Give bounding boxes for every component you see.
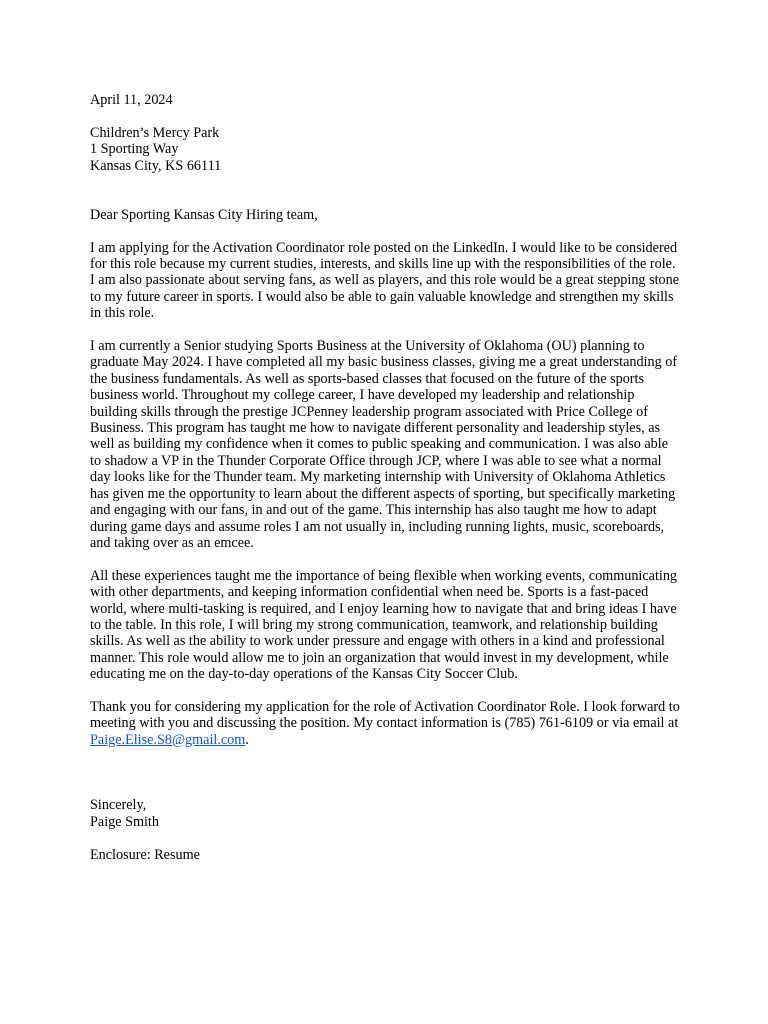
enclosure-note: Enclosure: Resume <box>90 846 200 863</box>
email-link[interactable]: Paige.Elise.S8@gmail.com <box>90 731 246 748</box>
closing-text: Thank you for considering my application for the role of Activation Coordinator Role. I look forward to meeting with you and discussing the position. My contact information is (785) 761-6109 or via email at <box>90 698 680 732</box>
signature-name: Paige Smith <box>90 813 159 830</box>
salutation: Dear Sporting Kansas City Hiring team, <box>90 206 318 223</box>
recipient-city: Kansas City, KS 66111 <box>90 157 222 174</box>
letter-page <box>90 92 680 863</box>
recipient-address <box>90 125 680 174</box>
recipient-name: Children’s Mercy Park <box>90 124 220 141</box>
recipient-street: 1 Sporting Way <box>90 141 179 158</box>
body-paragraph-1: I am applying for the Activation Coordinator role posted on the LinkedIn. I would like to be considered for this role because my current studies, interests, and skills line up with the responsibilities of the role. I am also passionate about serving fans, as well as players, and this role would be a great stepping stone to my future career in sports. I would also be able to gain valuable knowledge and strengthen my skills in this role. <box>90 239 680 322</box>
body-paragraph-3: All these experiences taught me the importance of being flexible when working events, communicating with other departments, and keeping information confidential when need be. Sports is a fast-paced world, where multi-tasking is required, and I enjoy learning how to navigate that and bring ideas I have to the table. In this role, I will bring my strong communication, teamwork, and relationship building skills. As well as the ability to work under pressure and engage with others in a kind and professional manner. This role would allow me to join an organization that would invest in my development, while educating me on the day-to-day operations of the Kansas City Soccer Club. <box>90 567 678 683</box>
body-paragraph-2: I am currently a Senior studying Sports Business at the University of Oklahoma (OU) planning to graduate May 2024. I have completed all my basic business classes, giving me a great understanding of the business fundamentals. As well as sports-based classes that focused on the future of the sports business world. Throughout my college career, I have developed my leadership and relationship building skills through the prestige JCPenney leadership program associated with Price College of Business. This program has taught me how to navigate different personality and leadership styles, as well as building my confidence when it comes to public speaking and communication. I was also able to shadow a VP in the Thunder Corporate Office through JCP, where I was able to see what a normal day looks like for the Thunder team. My marketing internship with University of Oklahoma Athletics has given me the opportunity to learn about the different aspects of sporting, but specifically marketing and engaging with our fans, in and out of the game. This internship has also taught me how to adapt during game days and assume roles I am not usually in, including running lights, music, scoreboards, and taking over as an emcee. <box>90 338 678 551</box>
closing-paragraph <box>90 699 680 748</box>
closing-period: . <box>245 731 249 748</box>
sign-off: Sincerely, <box>90 797 147 814</box>
letter-date: April 11, 2024 <box>90 92 173 108</box>
